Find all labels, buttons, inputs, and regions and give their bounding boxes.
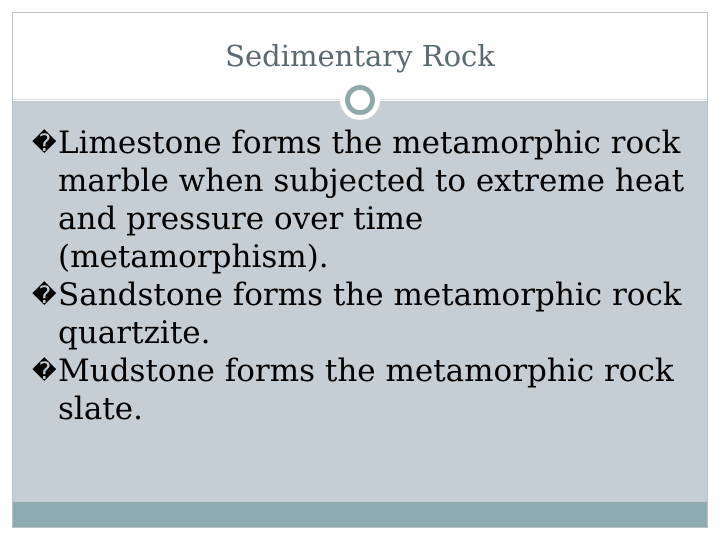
slide-title: Sedimentary Rock bbox=[225, 39, 495, 73]
bottom-accent-bar bbox=[13, 502, 707, 527]
bullet-icon: � bbox=[32, 281, 57, 309]
bullet-text: Limestone forms the metamorphic rock marble when subjected to extreme heat and pressure over time (metamorphism). bbox=[58, 125, 685, 275]
divider-ring-inner bbox=[345, 85, 375, 115]
bullet-list bbox=[32, 124, 702, 428]
bullet-icon: � bbox=[32, 129, 57, 157]
divider-ring-icon bbox=[340, 80, 380, 120]
bullet-item-mudstone bbox=[32, 352, 702, 428]
bullet-icon: � bbox=[32, 357, 57, 385]
bullet-item-sandstone bbox=[32, 276, 702, 352]
bullet-text: Mudstone forms the metamorphic rock slate. bbox=[58, 353, 674, 427]
bullet-text: Sandstone forms the metamorphic rock quartzite. bbox=[58, 277, 682, 351]
bullet-item-limestone bbox=[32, 124, 702, 276]
